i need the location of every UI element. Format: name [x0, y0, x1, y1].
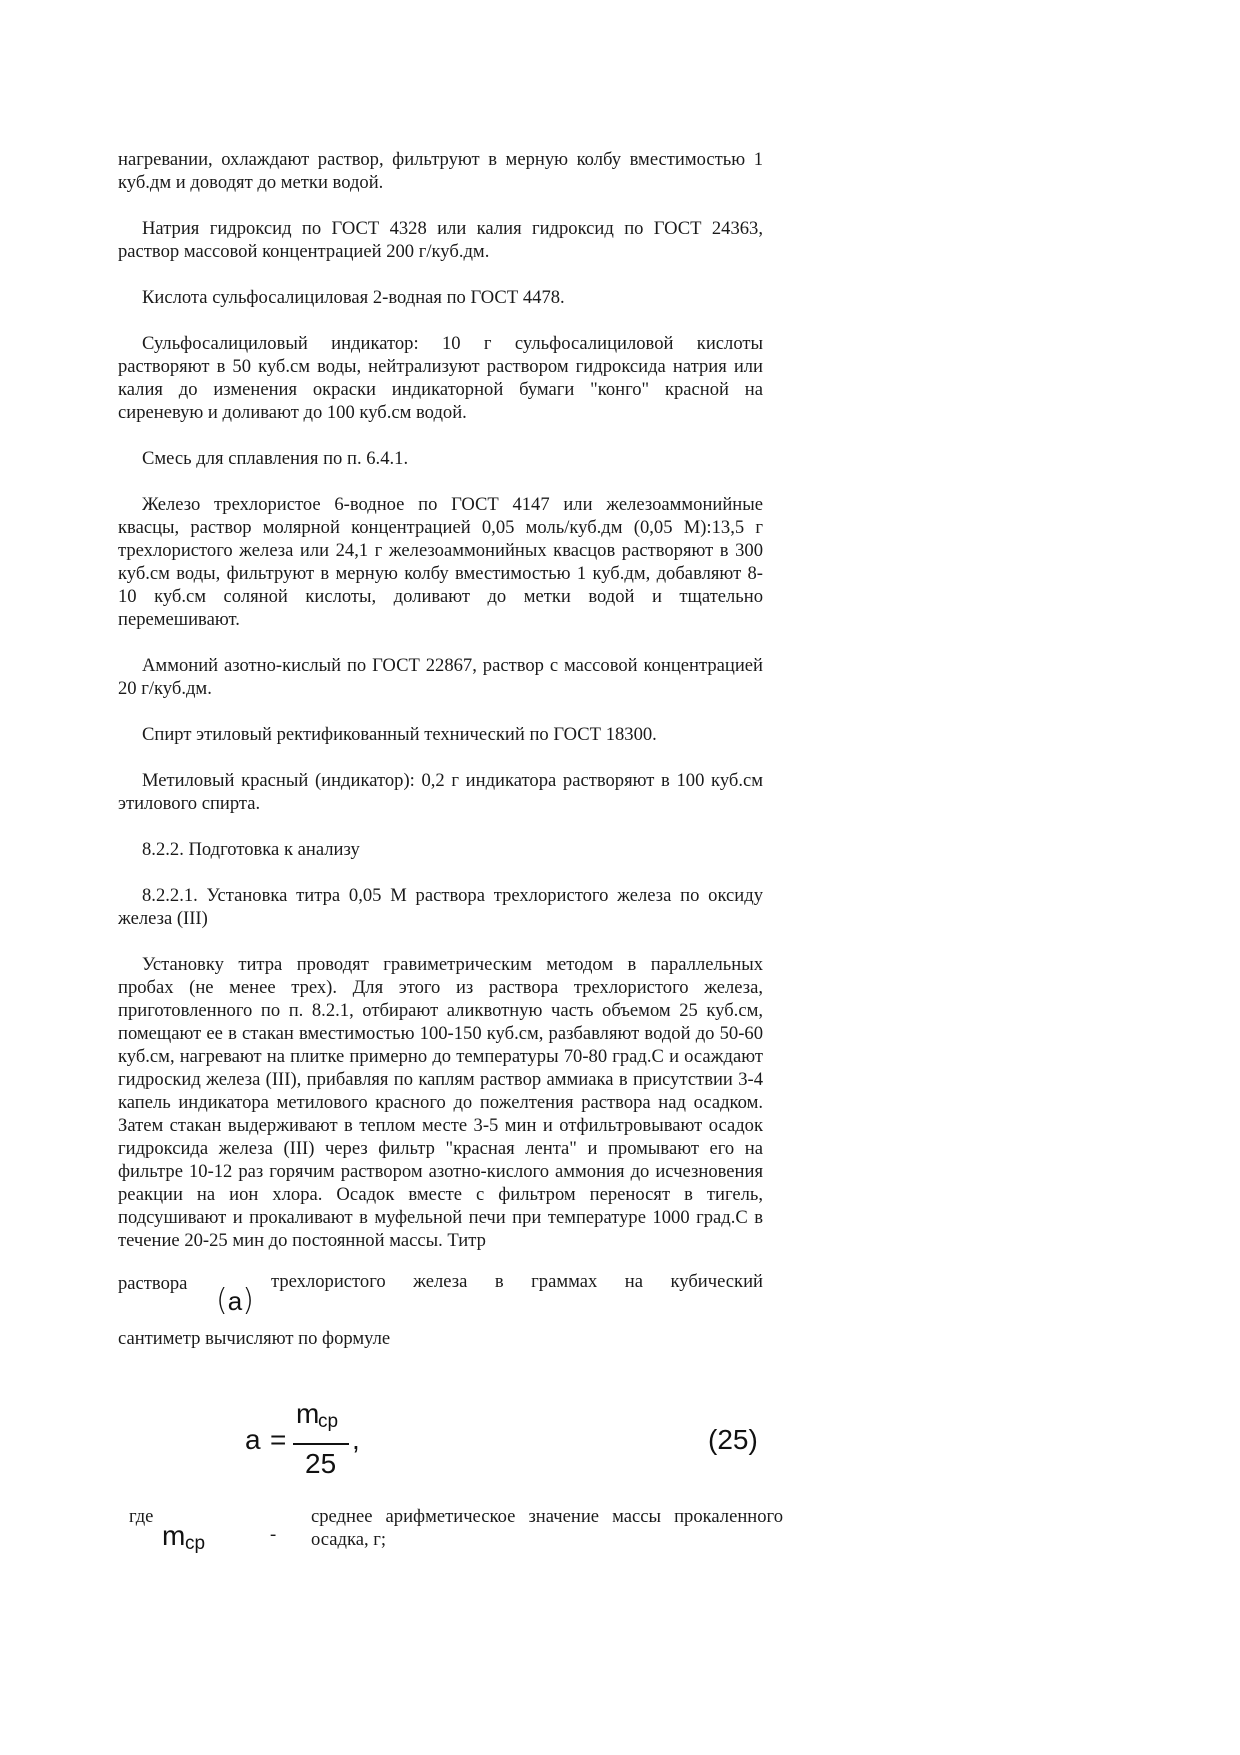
formula-lhs: a: [245, 1424, 261, 1455]
formula-equals: =: [270, 1424, 287, 1455]
paragraph-ethyl-alcohol: Спирт этиловый ректификованный технический по ГОСТ 18300.: [142, 724, 657, 745]
legend-symbol: [162, 1520, 242, 1560]
paragraph-sulfosalicylic-indicator: Сульфосалициловый индикатор: 10 г сульфосалициловой кислоты растворяют в 50 куб.см воды, нейтрализуют раствором гидроксида натрия или калия до изменения окраски индикаторной бумаги "конго" красной на сиреневую и доливают до 100 куб.см водой.: [118, 333, 763, 423]
paragraph-sodium-hydroxide: Натрия гидроксид по ГОСТ 4328 или калия гидроксид по ГОСТ 24363, раствор массовой концентрацией 200 г/куб.дм.: [118, 218, 763, 262]
titer-symbol-letter: a: [227, 1286, 243, 1316]
paragraph-methyl-red: Метиловый красный (индикатор): 0,2 г индикатора растворяют в 100 куб.см этилового спирта.: [118, 770, 763, 814]
formula-number: (25): [708, 1424, 758, 1455]
paragraph-continuation: нагревании, охлаждают раствор, фильтруют в мерную колбу вместимостью 1 куб.дм и доводят до метки водой.: [118, 149, 763, 193]
text-block: [118, 148, 763, 1252]
paragraph-titer-procedure: Установку титра проводят гравиметрическим методом в параллельных пробах (не менее трех). Для этого из раствора трехлористого железа, приготовленного по п. 8.2.1, отбирают аликвотную часть объемом 25 куб.см, помещают ее в стакан вместимостью 100-150 куб.см, разбавляют водой до 50-60 куб.см, нагревают на плитке примерно до температуры 70-80 град.С и осаждают гидроскид железа (III), прибавляя по каплям раствор аммиака в присутствии 3-4 капель индикатора метилового красного до пожелтения раствора над осадком. Затем стакан выдерживают в теплом месте 3-5 мин и отфильтровывают осадок гидроксида железа (III) через фильтр "красная лента" и промывают его на фильтре 10-12 раз горячим раствором азотно-кислого аммония до исчезновения реакции на ион хлора. Осадок вместе с фильтром переносят в тигель, подсушивают и прокаливают в муфельной печи при температуре 1000 град.С в течение 20-25 мин до постоянной массы. Титр: [118, 954, 763, 1251]
legend-dash: -: [270, 1524, 277, 1545]
legend-description: среднее арифметическое значение массы прокаленного осадка, г;: [311, 1506, 783, 1550]
section-heading-preparation: 8.2.2. Подготовка к анализу: [142, 839, 360, 860]
fraction-bar: [293, 1443, 349, 1445]
formula-denominator: 25: [305, 1448, 337, 1479]
paragraph-iron-chloride: Железо трехлористое 6-водное по ГОСТ 4147 или железоаммонийные квасцы, раствор молярной концентрацией 0,05 моль/куб.дм (0,05 М):13,5 г трехлористого железа или 24,1 г железоаммонийных квасцов растворяют в 300 куб.см воды, фильтруют в мерную колбу вместимостью 1 куб.дм, добавляют 8-10 куб.см соляной кислоты, доливают до метки водой и тщательно перемешивают.: [118, 494, 763, 630]
formula-numerator-m: m: [296, 1398, 320, 1429]
legend-symbol-m: m: [162, 1520, 186, 1551]
formula-comma: ,: [352, 1424, 360, 1455]
paragraph-sulfosalicylic-acid: Кислота сульфосалициловая 2-водная по ГОСТ 4478.: [142, 287, 565, 308]
legend-where: где: [129, 1506, 154, 1527]
titer-word-right: трехлористого железа в граммах на кубический: [271, 1271, 763, 1292]
paragraph-ammonium-nitrate: Аммоний азотно-кислый по ГОСТ 22867, раствор с массовой концентрацией 20 г/куб.дм.: [118, 655, 763, 699]
formula-intro: сантиметр вычисляют по формуле: [118, 1328, 391, 1349]
titer-symbol: (a): [216, 1283, 254, 1318]
formula-numerator-subscript: ср: [318, 1411, 339, 1432]
section-heading-titer: 8.2.2.1. Установка титра 0,05 М раствора трехлористого железа по оксиду железа (III): [118, 885, 763, 929]
paragraph-fusion-mixture: Смесь для сплавления по п. 6.4.1.: [142, 448, 409, 469]
titer-word-left: раствора: [118, 1273, 188, 1294]
legend-symbol-subscript: ср: [185, 1533, 206, 1554]
